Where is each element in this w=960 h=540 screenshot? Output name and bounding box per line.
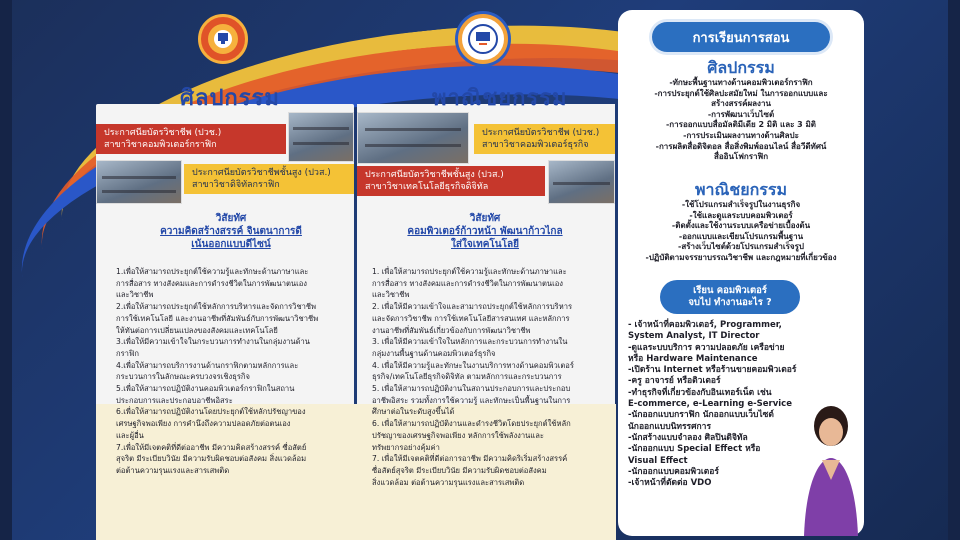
list-item: อาชีพอิสระ รวมทั้งการใช้ความรู้ และทักษะเป็นพื้นฐานในการ <box>372 395 571 405</box>
list-item: -เจ้าหน้าที่ตัดต่อ VDO <box>628 478 712 489</box>
list-item: การใช้เทคโนโลยี และงานอาชีพที่สัมพันธ์กับการพัฒนาวิชาชีพ <box>116 313 319 323</box>
list-item: ปรัชญาของเศรษฐกิจพอเพียง หลักการใช้พลังงานและ <box>372 430 544 440</box>
list-item: -ติดตั้งและใช้งานระบบเครือข่ายเบื้องต้น <box>671 221 811 231</box>
vision-line: เน้นออกแบบดีไซน์ <box>191 239 271 250</box>
list-item: และวิชาชีพ <box>116 290 154 300</box>
vision-title: วิสัยทัศ <box>215 213 247 224</box>
list-item: 2. เพื่อให้มีความเข้าใจและสามารถประยุกต์ใช้หลักการบริหาร <box>372 302 573 312</box>
banner-line: ประกาศนียบัตรวิชาชีพ (ปวช.) <box>104 128 222 138</box>
list-item: 1.เพื่อให้สามารถประยุกต์ใช้ความรู้และทักษะด้านภาษาและ <box>116 267 309 276</box>
list-item: - เจ้าหน้าที่คอมพิวเตอร์, Programmer, <box>628 320 782 330</box>
list-item: 3. เพื่อให้มีความเข้าใจในหลักการและกระบวนการทำงานใน <box>372 337 568 347</box>
commerce-objectives-list <box>372 266 612 488</box>
list-item: 7.เพื่อให้มีเจตคติที่ดีต่ออาชีพ มีความคิดสร้างสรรค์ ซื่อสัตย์ <box>116 442 307 452</box>
list-item: ประกอบการและประกอบอาชีพอิสระ <box>116 395 233 405</box>
list-item: ทรัพยากรอย่างคุ้มค่า <box>372 442 440 452</box>
list-item: System Analyst, IT Director <box>628 331 760 342</box>
list-item: งานอาชีพที่สัมพันธ์เกี่ยวข้องกับการพัฒนาวิชาชีพ <box>372 325 531 335</box>
list-item: ต่อต้านความรุนแรงและสารเสพติด <box>116 465 230 475</box>
curriculum-header: การเรียนการสอน <box>652 22 830 52</box>
classroom-photo <box>96 160 182 204</box>
list-item: -ใช้และดูแลระบบคอมพิวเตอร์ <box>689 210 793 220</box>
banner-line: ประกาศนียบัตรวิชาชีพ (ปวช.) <box>482 128 600 138</box>
list-item: -นักออกแบบกราฟิก นักออกแบบเว็บไซต์ <box>628 410 774 421</box>
list-item: และผู้อื่น <box>116 430 144 440</box>
list-item: 6.เพื่อให้สามารถปฏิบัติงานโดยประยุกต์ใช้หลักปรัชญาของ <box>116 407 306 417</box>
list-item: ให้ทันต่อการเปลี่ยนแปลงของสังคมและเทคโนโลยี <box>116 325 278 335</box>
list-item: -สร้างเว็บไซต์ด้วยโปรแกรมสำเร็จรูป <box>678 242 804 252</box>
list-item: กระบวนการในลักษณะครบวงจรเชิงธุรกิจ <box>116 372 250 382</box>
commerce-vision <box>380 212 590 251</box>
commerce-higher-vocational-banner <box>357 166 545 196</box>
list-item: สื่ออินโฟกราฟิก <box>713 152 769 162</box>
list-item: 6. เพื่อให้สามารถปฏิบัติงานและดำรงชีวิตโดยประยุกต์ใช้หลัก <box>372 419 571 429</box>
careers-line: จบไป ทำงานอะไร ? <box>688 297 772 308</box>
list-item: สร้างสรรค์ผลงาน <box>711 99 771 109</box>
list-item: 2.เพื่อให้สามารถประยุกต์ใช้หลักการบริหารและจัดการวิชาชีพ <box>116 302 317 312</box>
list-item: -นักสร้างแบบจำลอง ศิลปินดิจิทัล <box>628 432 748 443</box>
art-objectives-list <box>116 266 352 477</box>
list-item: 1. เพื่อให้สามารถประยุกต์ใช้ความรู้และทักษะด้านภาษาและ <box>372 267 567 276</box>
list-item: -ทำธุรกิจที่เกี่ยวข้องกับอินเทอร์เน็ต เช่น <box>628 387 772 398</box>
list-item: 3.เพื่อให้มีความเข้าใจในกระบวนการทำงานในกลุ่มงานด้าน <box>116 337 310 347</box>
commerce-vocational-banner <box>474 124 615 154</box>
list-item: สุจริต มีระเบียบวินัย มีความรับผิดชอบต่อสังคม สิ่งแวดล้อม <box>116 454 307 464</box>
list-item: กราฟิก <box>116 348 139 358</box>
art-higher-vocational-banner <box>184 164 354 194</box>
list-item: ธุรกิจ/เทคโนโลยีธุรกิจดิจิทัล ตามหลักการและกระบวนการ <box>372 372 562 382</box>
list-item: -นักออกแบบคอมพิวเตอร์ <box>628 466 719 477</box>
list-item: Visual Effect <box>628 455 688 466</box>
list-item: -เปิดร้าน Internet หรือร้านขายคอมพิวเตอร์ <box>628 365 797 376</box>
list-item: และจัดการวิชาชีพ การใช้เทคโนโลยีสารสนเทศ และหลักการ <box>372 313 570 323</box>
careers-line: เรียน คอมพิวเตอร์ <box>693 285 767 296</box>
art-curriculum-title: ศิลปกรรม <box>707 58 775 77</box>
commerce-curriculum-title: พาณิชยกรรม <box>694 180 788 199</box>
list-item: 5.เพื่อให้สามารถปฏิบัติงานคอมพิวเตอร์กราฟิกในสถาน <box>116 384 295 394</box>
list-item: -ปฏิบัติตามจรรยาบรรณวิชาชีพ และกฎหมายที่เกี่ยวข้อง <box>645 252 837 262</box>
right-edge-bar <box>948 0 960 540</box>
banner-line: สาขาวิชาเทคโนโลยีธุรกิจดิจิทัล <box>365 182 489 192</box>
list-item: -ครู อาจารย์ หรือติวเตอร์ <box>628 376 721 387</box>
list-item: สิ่งแวดล้อม ต่อต้านความรุนแรงและสารเสพติด <box>372 477 525 487</box>
list-item: 5. เพื่อให้สามารถปฏิบัติงานในสถานประกอบการและประกอบ <box>372 384 571 394</box>
list-item: 4. เพื่อให้มีความรู้และทักษะในงานบริการทางด้านคอมพิวเตอร์ <box>372 360 574 370</box>
vision-line: ความคิดสร้างสรรค์ จินตนาการดี <box>160 226 302 237</box>
list-item: และวิชาชีพ <box>372 290 410 300</box>
art-department-logo-icon <box>198 14 248 64</box>
banner-line: สาขาวิชาคอมพิวเตอร์กราฟิก <box>104 140 217 150</box>
list-item: 7. เพื่อให้มีเจตคติที่ดีต่อการอาชีพ มีความคิดริเริ่มสร้างสรรค์ <box>372 454 568 464</box>
list-item: -นักออกแบบ Special Effect หรือ <box>628 444 761 455</box>
vision-title: วิสัยทัศ <box>469 213 501 224</box>
list-item: -ใช้โปรแกรมสำเร็จรูปในงานธุรกิจ <box>681 200 801 209</box>
art-vision <box>126 212 336 251</box>
art-curriculum-list <box>622 78 860 163</box>
list-item: ซื่อสัตย์สุจริต มีระเบียบวินัย มีความรับผิดชอบต่อสังคม <box>372 465 547 475</box>
banner-line: ประกาศนียบัตรวิชาชีพชั้นสูง (ปวส.) <box>365 170 504 180</box>
careers-header <box>660 280 800 314</box>
list-item: ศึกษาต่อในระดับสูงขึ้นได้ <box>372 407 455 417</box>
commerce-lab-photo <box>357 112 469 164</box>
left-edge-bar <box>0 0 12 540</box>
art-vocational-banner <box>96 124 286 154</box>
list-item: -การผลิตสื่อดิจิตอล สื่อสิ่งพิมพ์ออนไลน์ สื่อวีดีทัศน์ <box>655 141 827 151</box>
list-item: -การออกแบบสื่อมัลติมีเดีย 2 มิติ และ 3 มิติ <box>665 120 817 130</box>
list-item: นักออกแบบนิทรรศการ <box>628 421 712 432</box>
commerce-department-title: พาณิชยกรรม <box>432 86 568 111</box>
list-item: กลุ่มงานพื้นฐานด้านคอมพิวเตอร์ธุรกิจ <box>372 348 496 358</box>
teacher-portrait-icon <box>800 400 862 536</box>
list-item: -การประเมินผลงานทางด้านศิลปะ <box>683 130 799 140</box>
list-item: เศรษฐกิจพอเพียง การคำนึงถึงความปลอดภัยต่อตนเอง <box>116 419 291 429</box>
banner-line: สาขาวิชาดิจิทัลกราฟิก <box>192 180 280 190</box>
commerce-curriculum-list <box>622 200 860 264</box>
art-department-title: ศิลปกรรม <box>180 86 280 111</box>
list-item: การสื่อสาร ทางสังคมและการดำรงชีวิตในการพัฒนาตนเอง <box>372 278 563 288</box>
list-item: การสื่อสาร ทางสังคมและการดำรงชีวิตในการพัฒนาตนเอง <box>116 278 307 288</box>
commerce-department-logo-icon <box>458 14 508 64</box>
list-item: -การประยุกต์ใช้ศิลปะสมัยใหม่ ในการออกแบบและ <box>654 88 828 98</box>
careers-list <box>628 320 808 489</box>
list-item: หรือ Hardware Maintenance <box>628 353 758 364</box>
vision-line: ใส่ใจเทคโนโลยี <box>451 239 519 250</box>
list-item: -ดูแลระบบบริการ ความปลอดภัย เครือข่าย <box>628 342 785 353</box>
list-item: -ทักษะพื้นฐานทางด้านคอมพิวเตอร์กราฟิก <box>669 78 813 87</box>
list-item: -การพัฒนาเว็บไซต์ <box>707 109 775 119</box>
list-item: -ออกแบบและเขียนโปรแกรมพื้นฐาน <box>678 231 804 241</box>
computer-lab-photo <box>288 112 354 162</box>
banner-line: ประกาศนียบัตรวิชาชีพชั้นสูง (ปวส.) <box>192 168 331 178</box>
banner-line: สาขาวิชาคอมพิวเตอร์ธุรกิจ <box>482 140 589 150</box>
vision-line: คอมพิวเตอร์ก้าวหน้า พัฒนาก้าวไกล <box>407 226 563 237</box>
students-photo <box>548 160 615 204</box>
list-item: 4.เพื่อให้สามารถบริการงานด้านกราฟิกตามหลักการและ <box>116 360 299 370</box>
list-item: E-commerce, e-Learning e-Service <box>628 399 792 410</box>
